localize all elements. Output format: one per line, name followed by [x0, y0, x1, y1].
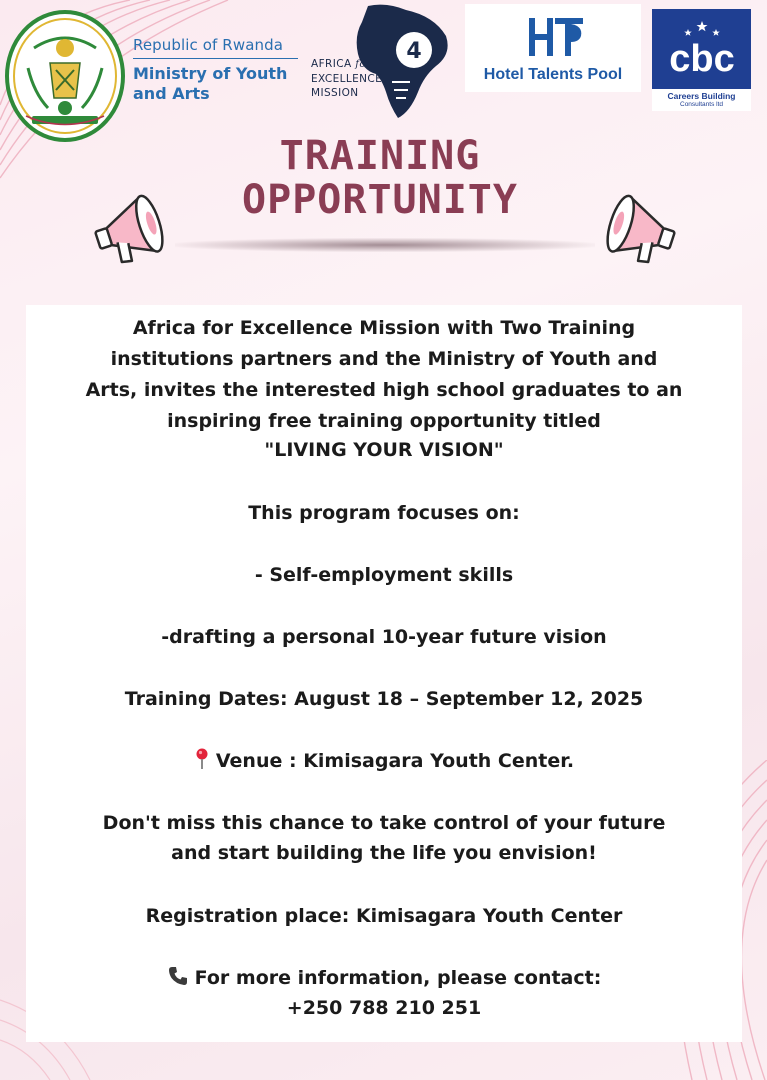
- cbc-wordmark: [652, 89, 751, 111]
- cta-line-1: Don't miss this chance to take control of your future: [102, 812, 666, 834]
- announcement-body: [26, 305, 742, 1042]
- afe-line3: MISSION: [311, 87, 359, 99]
- ministry-block: [133, 36, 303, 104]
- title-line1: TRAINING: [279, 133, 481, 179]
- republic-label: Republic of Rwanda: [133, 36, 284, 54]
- cbc-mark-icon: [662, 19, 742, 81]
- afe-for: for: [355, 59, 371, 70]
- title-line2: OPPORTUNITY: [242, 177, 518, 223]
- registration-place: Registration place: Kimisagara Youth Center: [145, 905, 623, 927]
- title-block: [115, 118, 645, 240]
- intro-line-4: inspiring free training opportunity titled: [167, 410, 601, 432]
- cbc-mark-text: cbc: [669, 38, 735, 80]
- afe-mark-number: 4: [406, 39, 422, 64]
- venue-text: Venue : Kimisagara Youth Center.: [215, 750, 575, 772]
- focus-item-2: -drafting a personal 10-year future vision: [161, 626, 607, 648]
- page-title: [115, 134, 645, 222]
- focus-heading: This program focuses on:: [248, 502, 520, 524]
- intro-line-3: Arts, invites the interested high school graduates to an: [85, 379, 683, 401]
- careers-building-logo: [652, 9, 751, 111]
- htp-name: Hotel Talents Pool: [483, 66, 623, 83]
- phone-icon: [167, 965, 189, 987]
- intro-line-2: institutions partners and the Ministry of Youth and: [110, 348, 658, 370]
- venue-line: [26, 746, 742, 777]
- ministry-divider: [133, 58, 298, 59]
- cbc-name: Careers Building: [667, 91, 736, 101]
- ministry-name-line2: and Arts: [133, 84, 210, 103]
- cbc-sub: Consultants ltd: [680, 101, 723, 108]
- focus-item-1: - Self-employment skills: [254, 564, 514, 586]
- pin-icon: [194, 748, 210, 770]
- training-dates: Training Dates: August 18 – September 12, 2025: [124, 688, 644, 710]
- intro-line-1: Africa for Excellence Mission with Two Training: [132, 317, 636, 339]
- afe-wordmark: [311, 57, 382, 100]
- hotel-talents-pool-logo: [465, 4, 641, 92]
- title-shadow: [175, 238, 595, 252]
- htp-mark-icon: [525, 12, 585, 58]
- program-title: "LIVING YOUR VISION": [264, 439, 504, 461]
- afe-line1: AFRICA: [311, 58, 352, 70]
- contact-line: [26, 963, 742, 994]
- contact-phone[interactable]: +250 788 210 251: [286, 997, 482, 1019]
- cta-line-2: and start building the life you envision!: [171, 842, 597, 864]
- megaphone-icon: [88, 186, 184, 270]
- ministry-name-line1: Ministry of Youth: [133, 64, 288, 83]
- megaphone-icon: [586, 186, 682, 270]
- afe-line2: EXCELLENCE: [311, 73, 383, 85]
- contact-label: For more information, please contact:: [194, 967, 602, 989]
- rwanda-coat-of-arms-seal: [4, 8, 126, 144]
